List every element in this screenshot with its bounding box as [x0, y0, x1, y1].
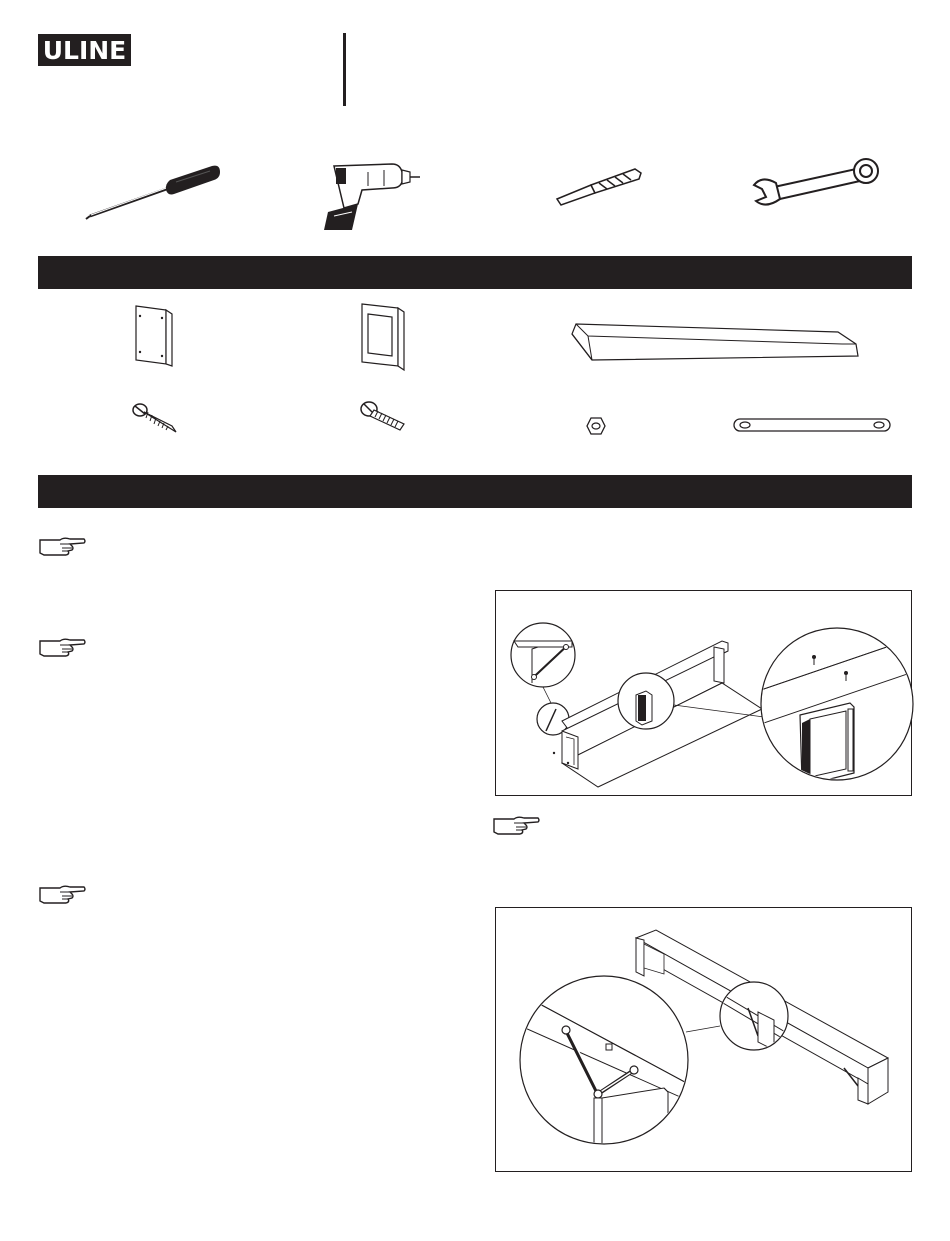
drill-bit-icon	[555, 165, 645, 205]
parts-section-bar	[38, 256, 912, 289]
power-drill-icon	[322, 160, 422, 232]
header-divider	[343, 33, 346, 106]
screwdriver-icon	[86, 160, 221, 220]
uline-logo	[38, 34, 131, 66]
connector-strap-icon	[733, 417, 891, 433]
hex-nut-icon	[586, 417, 606, 435]
machine-bolt-icon	[360, 400, 408, 432]
pointing-hand-icon	[38, 637, 86, 657]
assembly-step-1-diagram	[495, 590, 912, 796]
assembly-step-2-diagram	[495, 907, 912, 1172]
end-panel-icon	[134, 304, 174, 366]
assembly-section-bar	[38, 475, 912, 508]
end-frame-icon	[360, 302, 406, 370]
shelf-channel-icon	[570, 318, 862, 362]
combination-wrench-icon	[748, 157, 883, 217]
pointing-hand-icon	[38, 536, 86, 556]
pointing-hand-icon	[38, 884, 86, 904]
pointing-hand-icon	[492, 815, 540, 835]
logo-text: ULINE	[42, 35, 127, 65]
wood-screw-icon	[132, 402, 180, 434]
